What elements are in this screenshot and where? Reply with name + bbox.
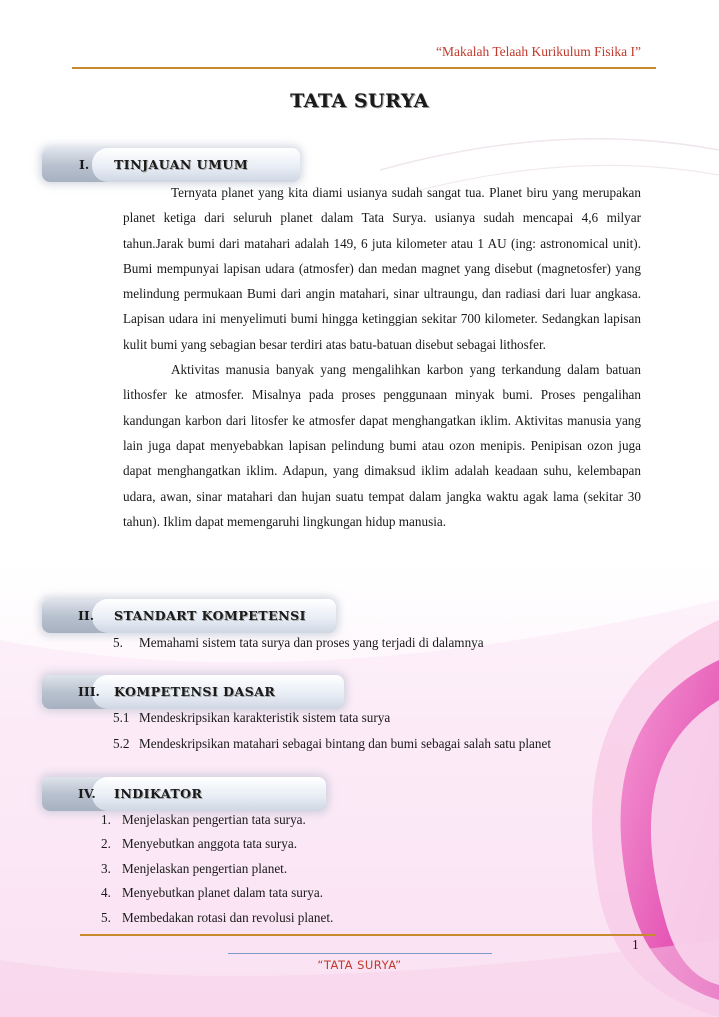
list-item: 1. Menjelaskan pengertian tata surya. (101, 812, 306, 827)
list-item: 5.1 Mendeskripsikan karakteristik sistem tata surya (113, 710, 391, 725)
section-title-standart: STANDART KOMPETENSI (114, 608, 306, 623)
running-header: “Makalah Telaah Kurikulum Fisika I” (436, 44, 641, 59)
section-title-kompetensi: KOMPETENSI DASAR (114, 684, 276, 699)
section-number-2: II. (78, 608, 95, 623)
section-title-tinjauan: TINJAUAN UMUM (114, 157, 249, 172)
list-item: 5. Membedakan rotasi dan revolusi planet. (101, 910, 334, 925)
header-rule (72, 67, 656, 69)
paragraph: Aktivitas manusia banyak yang mengalihkan karbon yang terkandung dalam batuan lithosfer ke atmosfer. Misalnya pada proses penggunaan minyak bumi. Proses pengalihan kandungan karbon dari litosfer ke atmosfer dapat menghangatkan iklim. Aktivitas manusia yang lain juga dapat menyebabkan lapisan pelindung bumi atau ozon menipis. Penipisan ozon juga dapat menghangatkan iklim. Adapun, yang dimaksud iklim adalah keadaan suhu, kelembapan udara, awan, sinar matahari dan hujan suatu tempat dalam jangka waktu agak lama (sekitar 30 tahun). Iklim dapat memengaruhi lingkungan hidup manusia. (123, 362, 641, 529)
running-footer: “TATA SURYA” (317, 958, 402, 972)
footer-rule (80, 934, 656, 936)
section-title-indikator: INDIKATOR (114, 786, 203, 801)
list-item: 4. Menyebutkan planet dalam tata surya. (101, 885, 324, 900)
list-item: 5. Memahami sistem tata surya dan proses yang terjadi di dalamnya (113, 635, 484, 650)
section-number-4: IV. (78, 786, 96, 801)
list-item: 5.2 Mendeskripsikan matahari sebagai bintang dan bumi sebagai salah satu planet (113, 736, 551, 751)
paragraph: Ternyata planet yang kita diami usianya sudah sangat tua. Planet biru yang merupakan planet ketiga dari seluruh planet dalam Tata Surya. usianya sudah mencapai 4,6 milyar tahun.Jarak bumi dari matahari adalah 149, 6 juta kilometer atau 1 AU (ing: astronomical unit). Bumi mempunyai lapisan udara (atmosfer) dan medan magnet yang disebut (magnetosfer) yang melindung permukaan Bumi dari angin matahari, sinar ultraungu, dan radiasi dari luar angkasa. Lapisan udara ini menyelimuti bumi hingga ketinggian sekitar 700 kilometer. Sedangkan lapisan kulit bumi yang sebagian besar terdiri atas batu-batuan disebut sebagai lithosfer. (123, 185, 641, 352)
list-item: 2. Menyebutkan anggota tata surya. (101, 836, 298, 851)
document-title: TATA SURYA (290, 90, 429, 112)
section-number-3: III. (78, 684, 100, 699)
list-item: 3. Menjelaskan pengertian planet. (101, 861, 288, 876)
page-number: 1 (632, 937, 639, 952)
section-number-1: I. (79, 157, 90, 172)
footer-thin-rule (228, 953, 492, 954)
tinjauan-body (123, 180, 641, 534)
